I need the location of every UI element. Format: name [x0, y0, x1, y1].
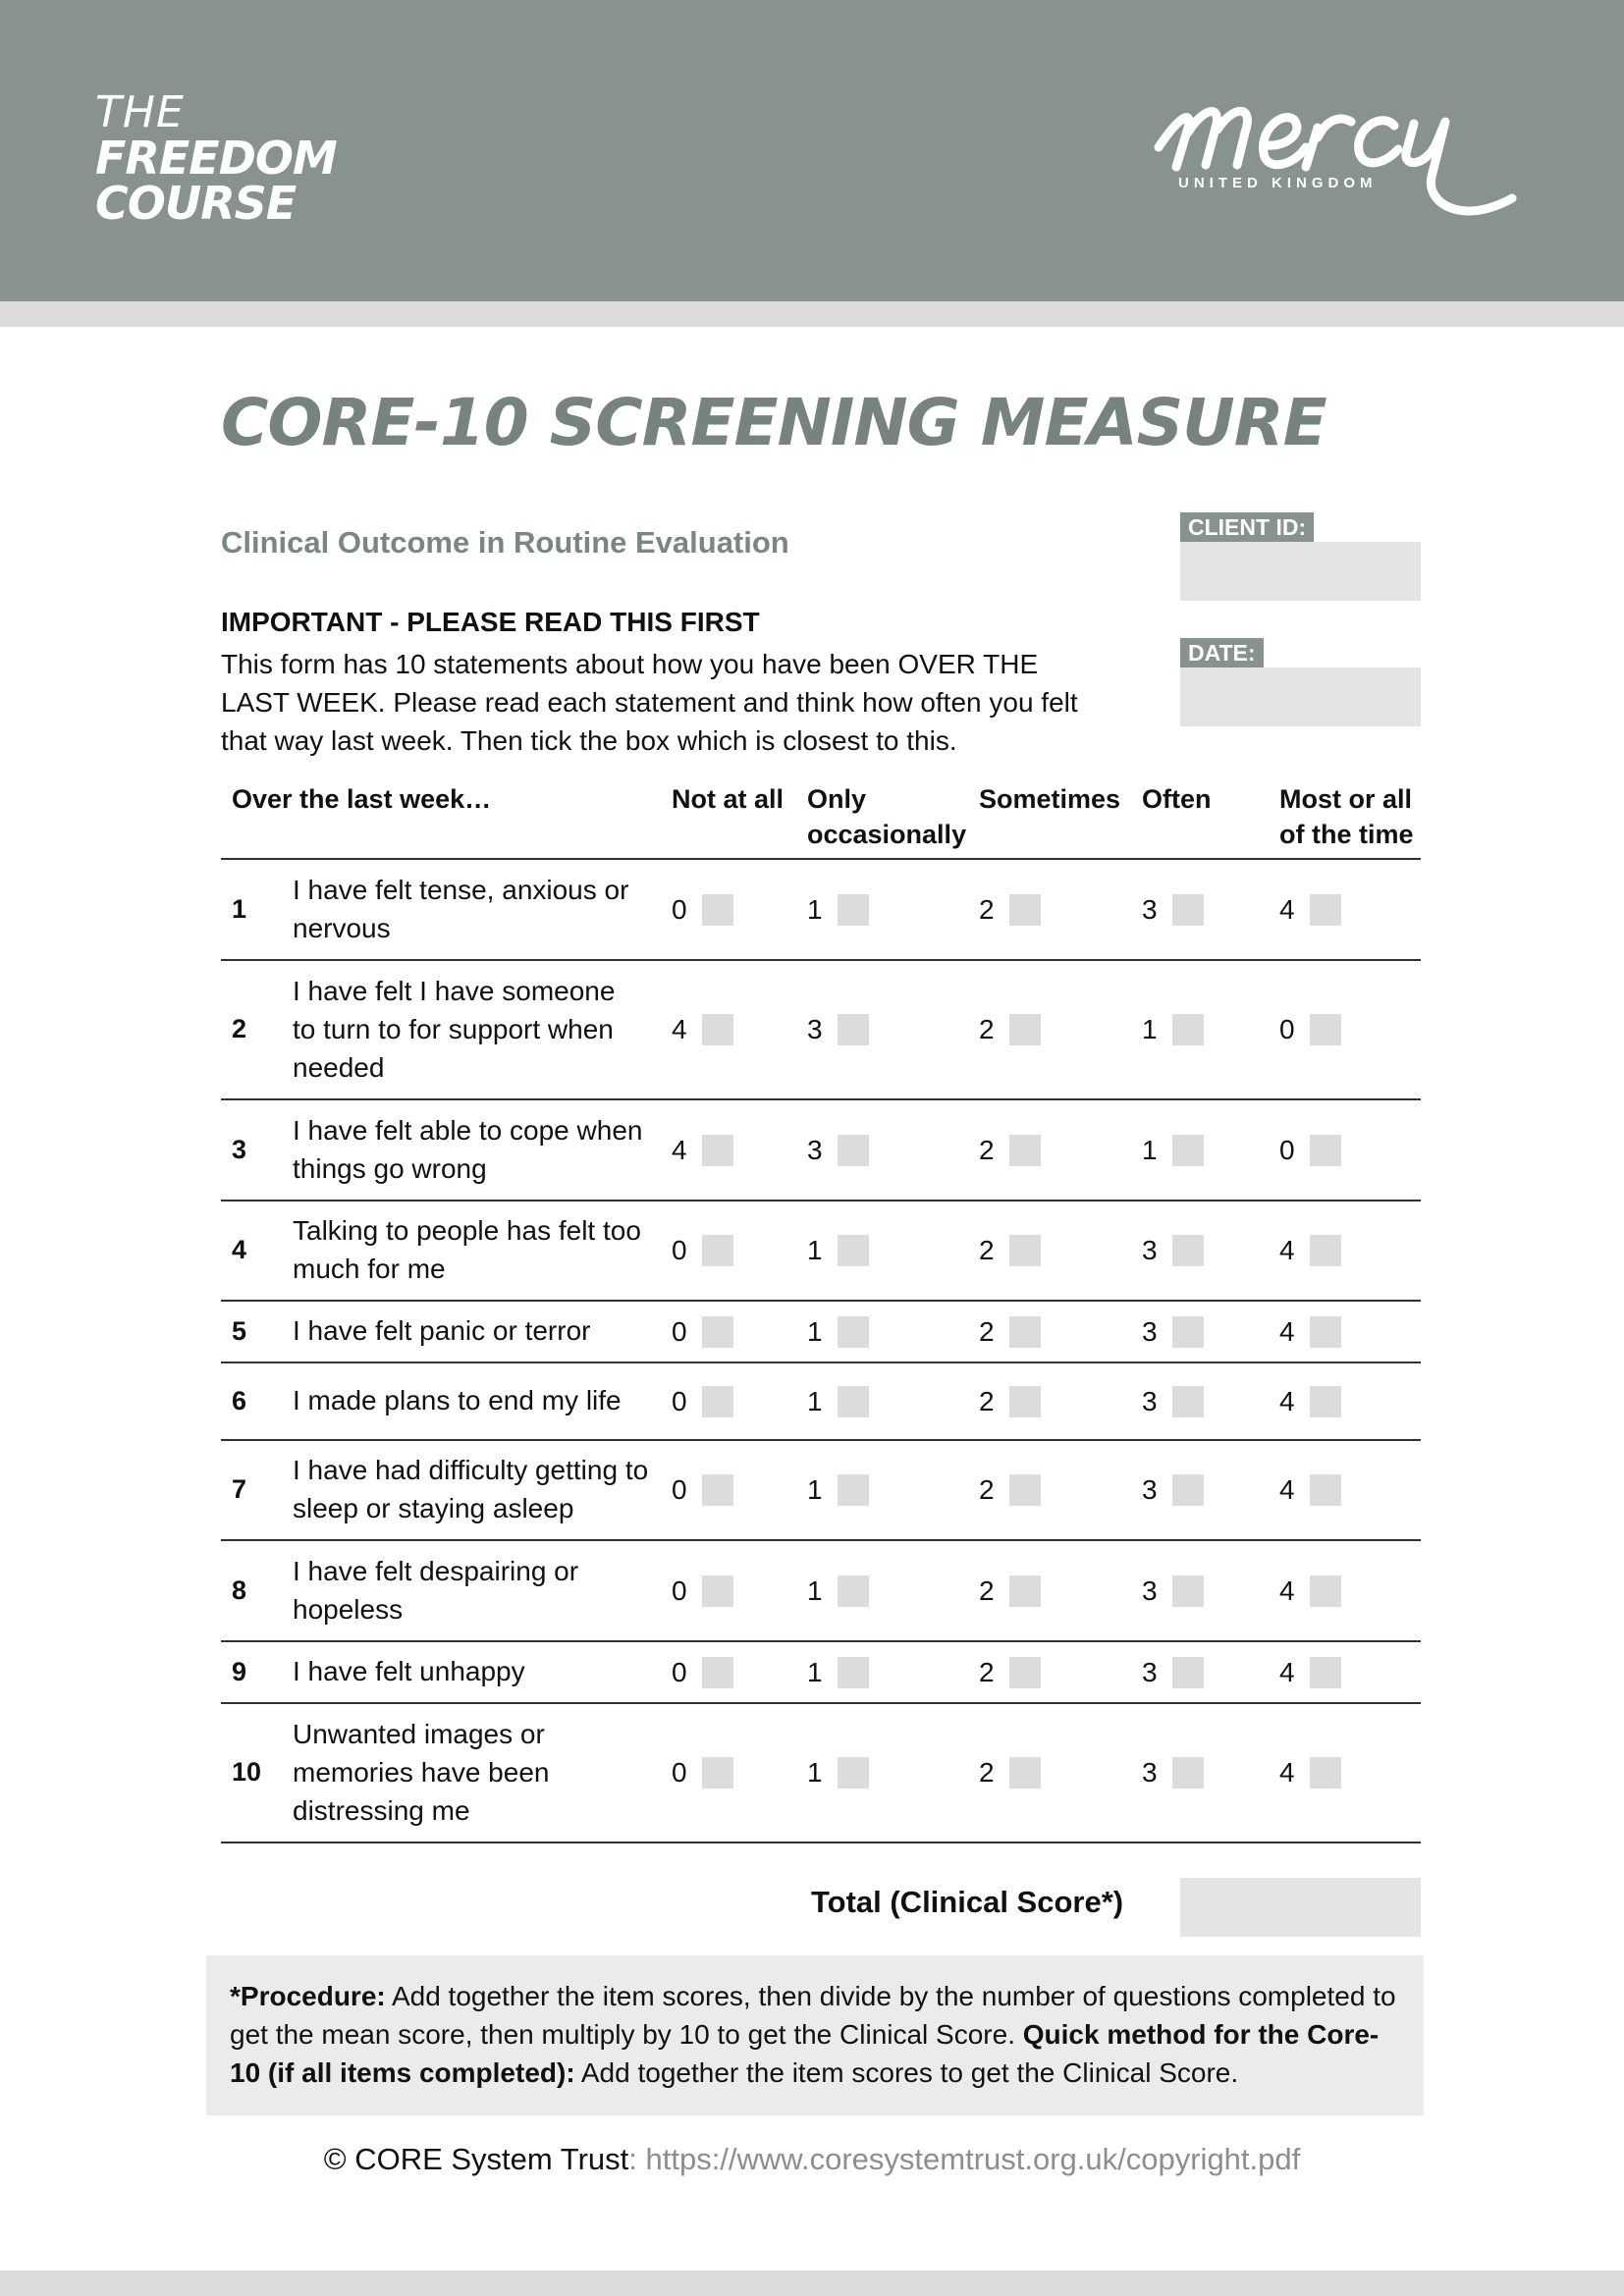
total-score-field[interactable] — [1180, 1878, 1421, 1937]
score-value: 0 — [672, 893, 687, 925]
tick-box[interactable] — [838, 1235, 869, 1266]
score-value: 2 — [979, 1757, 995, 1788]
tick-box[interactable] — [1009, 894, 1041, 926]
statement-line: I have felt able to cope when — [293, 1114, 643, 1146]
table-row — [221, 1363, 1421, 1441]
score-value: 2 — [979, 1134, 995, 1165]
tick-box[interactable] — [702, 1316, 733, 1348]
statement-line: much for me — [293, 1254, 446, 1284]
score-value: 4 — [1279, 1474, 1295, 1505]
copyright-owner: © CORE System Trust — [323, 2142, 629, 2176]
score-value: 3 — [1142, 1575, 1158, 1606]
row-number: 6 — [232, 1385, 247, 1415]
statement-line: I have felt unhappy — [293, 1656, 525, 1686]
procedure-box — [206, 1955, 1424, 2115]
header-statement: Over the last week… — [232, 784, 492, 814]
score-value: 0 — [672, 1315, 687, 1347]
score-value: 0 — [672, 1656, 687, 1687]
tick-box[interactable] — [702, 1386, 733, 1417]
row-number: 3 — [232, 1134, 247, 1164]
header-most-or-all — [1279, 781, 1414, 852]
score-value: 2 — [979, 1385, 995, 1416]
tick-box[interactable] — [1009, 1135, 1041, 1166]
score-value: 4 — [672, 1134, 687, 1165]
tick-box[interactable] — [702, 1014, 733, 1045]
statement-line: distressing me — [293, 1794, 470, 1826]
score-value: 3 — [1142, 1385, 1158, 1416]
row-number: 7 — [232, 1474, 247, 1504]
score-value: 2 — [979, 1014, 995, 1044]
tick-box[interactable] — [702, 1235, 733, 1266]
page-title: CORE-10 SCREENING MEASURE — [221, 385, 1326, 460]
tick-box[interactable] — [1172, 1235, 1204, 1266]
score-value: 4 — [1279, 1656, 1295, 1687]
score-value: 1 — [807, 1656, 823, 1687]
tick-box[interactable] — [1310, 1657, 1341, 1688]
row-statement — [293, 1381, 666, 1419]
tick-box[interactable] — [1172, 1014, 1204, 1045]
tick-box[interactable] — [1009, 1316, 1041, 1348]
row-statement — [293, 1652, 666, 1690]
date-label: DATE: — [1180, 638, 1264, 667]
tick-box[interactable] — [702, 894, 733, 926]
score-value: 4 — [672, 1014, 687, 1044]
procedure-text-1: Add together the item scores, then divide by the number of questions completed to get the mean score, then multiply by 10 to get the Clinical Score. — [230, 1981, 1396, 2050]
tick-box[interactable] — [838, 1757, 869, 1789]
score-value: 4 — [1279, 1385, 1295, 1416]
statement-line: I have felt tense, anxious or — [293, 874, 629, 905]
statement-line: Talking to people has felt too — [293, 1215, 641, 1246]
statement-line: hopeless — [293, 1593, 404, 1625]
tick-box[interactable] — [702, 1757, 733, 1789]
statement-line: memories have been — [293, 1756, 550, 1788]
score-value: 1 — [807, 1575, 823, 1606]
score-value: 2 — [979, 1315, 995, 1347]
tick-box[interactable] — [1310, 1235, 1341, 1266]
header-only-line2: occasionally — [807, 820, 967, 849]
tick-box[interactable] — [1172, 1386, 1204, 1417]
statement-line: needed — [293, 1051, 385, 1083]
table-row — [221, 1704, 1421, 1843]
procedure-text-2: Add together the item scores to get the Clinical Score. — [574, 2057, 1239, 2088]
score-value: 2 — [979, 1656, 995, 1687]
logo-line-course: COURSE — [95, 177, 297, 230]
date-field[interactable] — [1180, 667, 1421, 726]
row-statement — [293, 1311, 666, 1350]
score-value: 0 — [672, 1757, 687, 1788]
tick-box[interactable] — [1310, 1135, 1341, 1166]
tick-box[interactable] — [1310, 1757, 1341, 1789]
score-value: 4 — [1279, 1235, 1295, 1265]
tick-box[interactable] — [1172, 894, 1204, 926]
tick-box[interactable] — [1172, 1575, 1204, 1607]
score-value: 1 — [807, 893, 823, 925]
tick-box[interactable] — [1172, 1657, 1204, 1688]
header-not-at-all: Not at all — [672, 784, 785, 814]
row-number: 10 — [232, 1757, 262, 1787]
table-row — [221, 1100, 1421, 1201]
score-value: 4 — [1279, 1315, 1295, 1347]
tick-box[interactable] — [838, 1657, 869, 1688]
row-number: 5 — [232, 1315, 247, 1346]
score-value: 3 — [1142, 1315, 1158, 1347]
tick-box[interactable] — [702, 1575, 733, 1607]
score-value: 1 — [1142, 1014, 1158, 1044]
tick-box[interactable] — [1172, 1757, 1204, 1789]
total-label: Total (Clinical Score*) — [811, 1885, 1124, 1919]
tick-box[interactable] — [1310, 1386, 1341, 1417]
header-sometimes: Sometimes — [979, 784, 1121, 814]
tick-box[interactable] — [1310, 1316, 1341, 1348]
row-statement — [293, 972, 666, 1087]
header-band — [0, 0, 1624, 301]
procedure-label: *Procedure: — [230, 1981, 386, 2011]
statement-line: sleep or staying asleep — [293, 1493, 574, 1523]
statement-line: Unwanted images or — [293, 1718, 545, 1749]
score-value: 0 — [672, 1474, 687, 1505]
intro-text: This form has 10 statements about how you have been OVER THE LAST WEEK. Please read each statement and think how often you felt that way last week. Then tick the box which is closest to this. — [221, 649, 1078, 756]
freedom-course-logo — [95, 87, 337, 230]
statement-line: things go wrong — [293, 1152, 487, 1184]
table-row — [221, 1201, 1421, 1302]
header-only-line1: Only — [807, 784, 867, 814]
tick-box[interactable] — [1310, 894, 1341, 926]
score-value: 1 — [807, 1757, 823, 1788]
statement-line: I have felt I have someone — [293, 975, 616, 1006]
row-number: 4 — [232, 1235, 247, 1264]
tick-box[interactable] — [1310, 1474, 1341, 1506]
tick-box[interactable] — [838, 1316, 869, 1348]
score-value: 0 — [1279, 1014, 1295, 1044]
table-row — [221, 1302, 1421, 1363]
score-value: 2 — [979, 1474, 995, 1505]
important-heading: IMPORTANT - PLEASE READ THIS FIRST — [221, 607, 760, 637]
row-statement — [293, 1211, 666, 1288]
table-row — [221, 961, 1421, 1100]
tick-box[interactable] — [1172, 1316, 1204, 1348]
score-value: 2 — [979, 893, 995, 925]
tick-box[interactable] — [1009, 1014, 1041, 1045]
tick-box[interactable] — [838, 1575, 869, 1607]
row-statement — [293, 871, 666, 947]
score-value: 1 — [807, 1385, 823, 1416]
tick-box[interactable] — [838, 1386, 869, 1417]
mercy-logo-subtitle: UNITED KINGDOM — [1178, 175, 1378, 191]
row-number: 9 — [232, 1656, 247, 1686]
score-value: 1 — [807, 1474, 823, 1505]
score-value: 0 — [672, 1575, 687, 1606]
row-statement — [293, 1111, 666, 1188]
tick-box[interactable] — [1009, 1757, 1041, 1789]
row-number: 8 — [232, 1575, 247, 1605]
copyright-sep: : — [628, 2142, 646, 2176]
tick-box[interactable] — [838, 1474, 869, 1506]
table-row — [221, 1441, 1421, 1541]
score-value: 0 — [672, 1235, 687, 1265]
tick-box[interactable] — [1310, 1014, 1341, 1045]
mercy-logo-icon — [1149, 88, 1532, 236]
score-value: 3 — [1142, 1474, 1158, 1505]
score-value: 1 — [807, 1235, 823, 1265]
statement-line: I have had difficulty getting to — [293, 1455, 649, 1485]
tick-box[interactable] — [702, 1474, 733, 1506]
tick-box[interactable] — [1009, 1575, 1041, 1607]
row-statement — [293, 1552, 666, 1629]
logo-line-the: THE — [95, 87, 185, 137]
tick-box[interactable] — [1172, 1135, 1204, 1166]
tick-box[interactable] — [1310, 1575, 1341, 1607]
score-value: 1 — [1142, 1134, 1158, 1165]
score-value: 3 — [1142, 1757, 1158, 1788]
row-number: 1 — [232, 893, 247, 924]
tick-box[interactable] — [838, 1135, 869, 1166]
tick-box[interactable] — [838, 894, 869, 926]
statement-line: nervous — [293, 912, 391, 943]
row-statement — [293, 1715, 666, 1830]
score-value: 3 — [1142, 893, 1158, 925]
header-stripe — [0, 301, 1624, 327]
client-id-label: CLIENT ID: — [1180, 512, 1314, 542]
score-value: 4 — [1279, 1575, 1295, 1606]
table-row — [221, 1642, 1421, 1704]
header-only-occasionally — [807, 781, 966, 852]
copyright-url[interactable]: https://www.coresystemtrust.org.uk/copyright.pdf — [645, 2142, 1301, 2176]
statement-line: I have felt panic or terror — [293, 1315, 591, 1346]
row-number: 2 — [232, 1014, 247, 1043]
score-value: 3 — [807, 1134, 823, 1165]
score-value: 0 — [672, 1385, 687, 1416]
footer-stripe — [0, 2270, 1624, 2296]
score-value: 3 — [1142, 1235, 1158, 1265]
tick-box[interactable] — [1009, 1235, 1041, 1266]
statement-line: I have felt despairing or — [293, 1555, 579, 1586]
copyright-line — [0, 2142, 1624, 2177]
score-value: 1 — [807, 1315, 823, 1347]
tick-box[interactable] — [1172, 1474, 1204, 1506]
tick-box[interactable] — [1009, 1474, 1041, 1506]
header-most-line1: Most or all — [1279, 784, 1413, 814]
page-subtitle: Clinical Outcome in Routine Evaluation — [221, 525, 789, 560]
score-value: 4 — [1279, 893, 1295, 925]
client-id-field[interactable] — [1180, 542, 1421, 601]
score-value: 4 — [1279, 1757, 1295, 1788]
score-value: 2 — [979, 1235, 995, 1265]
logo-line-freedom: FREEDOM — [95, 132, 337, 185]
table-row — [221, 1541, 1421, 1642]
tick-box[interactable] — [702, 1135, 733, 1166]
table-row — [221, 860, 1421, 961]
row-statement — [293, 1451, 666, 1527]
score-value: 2 — [979, 1575, 995, 1606]
tick-box[interactable] — [838, 1014, 869, 1045]
table-header — [221, 775, 1421, 860]
score-value: 3 — [1142, 1656, 1158, 1687]
header-most-line2: of the time — [1279, 820, 1414, 849]
tick-box[interactable] — [702, 1657, 733, 1688]
statement-line: to turn to for support when — [293, 1013, 614, 1044]
tick-box[interactable] — [1009, 1386, 1041, 1417]
tick-box[interactable] — [1009, 1657, 1041, 1688]
statement-line: I made plans to end my life — [293, 1385, 622, 1415]
header-often: Often — [1142, 784, 1212, 814]
score-value: 3 — [807, 1014, 823, 1044]
quick-method-label: Quick method for the Core-10 (if all items completed): — [230, 2019, 1380, 2088]
score-value: 0 — [1279, 1134, 1295, 1165]
